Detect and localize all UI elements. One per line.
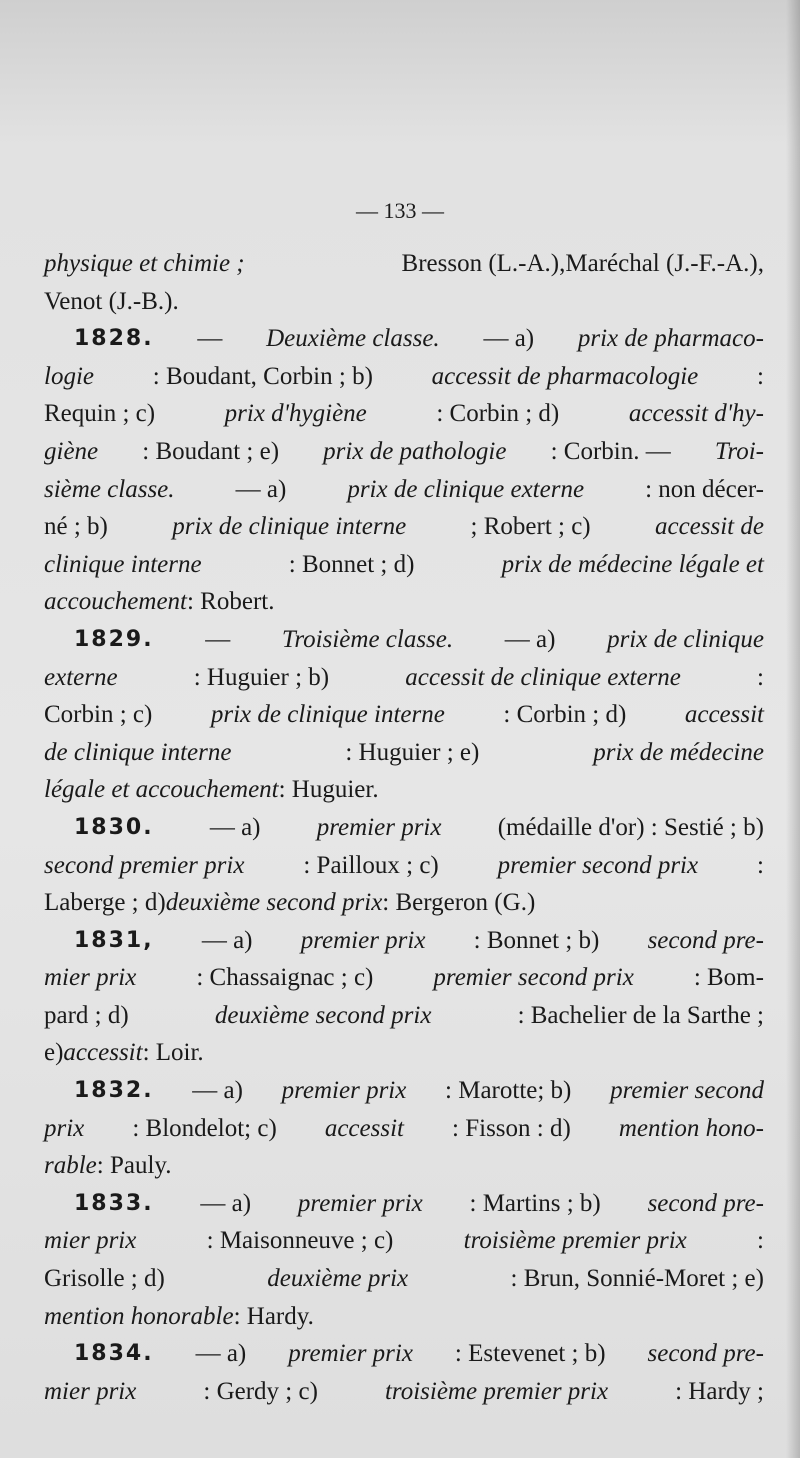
text-segment: : Huguier. [278,776,379,804]
italic-text: premier second [610,1077,764,1105]
italic-text: mention honorable [44,1302,234,1330]
italic-text: mier prix [44,1227,137,1255]
text-line [44,320,764,358]
text-segment: né ; b) [44,513,108,541]
italic-text: prix de clinique interne [210,701,445,729]
text-segment: — [197,325,223,353]
text-segment: ; Robert ; c) [470,513,591,541]
italic-text: premier prix [316,813,442,841]
text-segment: : Loir. [142,1039,204,1067]
text-segment: : Corbin ; d) [436,400,560,428]
italic-text: deuxième second prix [214,1001,432,1029]
text-line [44,283,764,321]
text-segment: : Bom- [693,964,764,992]
italic-text: accessit de [654,513,764,541]
text-segment: : Boudant ; e) [142,437,280,465]
text-line [44,1335,764,1373]
text-segment: : Maisonneuve ; c) [206,1227,394,1255]
italic-text: troisième premier prix [384,1377,609,1405]
year-heading: 1831, [74,927,154,953]
year-heading: 1832. [74,1078,154,1104]
text-segment: : [757,851,764,879]
italic-text: troisième premier prix [463,1227,687,1255]
text-line [44,959,764,997]
text-segment: : Estevenet ; b) [454,1340,606,1368]
text-segment: — [205,625,231,653]
text-line [44,1147,764,1185]
text-segment: : Hardy. [233,1302,314,1330]
text-line [44,583,764,621]
text-line [44,1072,764,1110]
text-segment: : Huguier ; e) [345,738,480,766]
text-segment: : Marotte; b) [445,1077,572,1105]
italic-text: deuxième second prix [165,889,383,917]
italic-text: premier second prix [433,964,634,992]
italic-text: accessit [63,1039,143,1067]
text-segment: Grisolle ; d) [44,1265,165,1293]
text-segment: — a) [200,1189,252,1217]
text-line [44,508,764,546]
text-segment: : Fisson : d) [452,1114,571,1142]
text-line [44,433,764,471]
text-line [44,1222,764,1260]
italic-text: mention hono- [618,1114,764,1142]
text-line [44,771,764,809]
text-line [44,1373,764,1411]
text-segment: Corbin ; c) [44,701,153,729]
text-segment: e) [44,1039,64,1067]
text-segment: : [757,663,764,691]
text-segment: : Huguier ; b) [193,663,330,691]
italic-text: Troi- [714,437,764,465]
text-line [44,809,764,847]
text-segment: — a) [483,325,535,353]
text-segment: : Blondelot; c) [132,1114,277,1142]
text-segment: Venot (J.-B.). [44,287,179,315]
italic-text: mier prix [44,964,137,992]
italic-text: physique et chimie ; [44,250,245,277]
text-segment: : Pailloux ; c) [303,851,439,879]
text-segment: : Martins ; b) [469,1189,601,1217]
text-line [44,734,764,772]
italic-text: prix de pathologie [323,437,507,465]
year-heading: 1833. [74,1190,154,1216]
year-heading: 1834. [74,1341,154,1367]
text-segment: pard ; d) [44,1001,129,1029]
text-line [44,1185,764,1223]
text-segment: — a) [201,926,253,954]
italic-text: prix de médecine légale et [501,550,764,578]
italic-text: second premier prix [44,851,245,879]
italic-text: premier prix [297,1189,423,1217]
italic-text: légale et accouchement [44,776,279,804]
italic-text: accessit [324,1114,404,1142]
italic-text: Deuxième classe. [266,325,440,353]
text-segment: : Pauly. [96,1152,172,1180]
italic-text: second pre- [647,1189,764,1217]
italic-text: premier prix [281,1077,407,1105]
text-line [44,847,764,885]
italic-text: deuxième prix [267,1265,409,1293]
italic-text: accessit d'hy- [628,400,764,428]
text-segment: : Robert. [186,588,275,616]
italic-text: rable [44,1152,97,1180]
text-line [44,1110,764,1148]
text-line [44,922,764,960]
text-segment: : [757,362,764,390]
text-segment: — a) [235,475,287,503]
text-segment: : [757,1227,764,1255]
italic-text: logie [44,362,94,390]
year-heading: 1829. [74,626,154,652]
italic-text: externe [44,663,118,691]
text-line [44,1034,764,1072]
text-segment: — a) [195,1340,247,1368]
italic-text: prix [44,1114,85,1142]
text-segment: Requin ; c) [44,400,156,428]
year-heading: 1828. [74,326,154,352]
text-segment: : Bergeron (G.) [382,889,536,917]
text-line [44,395,764,433]
text-line [44,471,764,509]
italic-text: clinique interne [44,550,202,578]
text-segment: : Brun, Sonnié-Moret ; e) [510,1265,764,1293]
text-line [44,884,764,922]
text-segment: : Hardy ; [675,1377,764,1405]
italic-text: sième classe. [44,475,175,503]
italic-text: premier prix [300,926,426,954]
text-segment: Laberge ; d) [44,889,166,917]
text-segment: : Boudant, Corbin ; b) [152,362,373,390]
text-line [44,245,764,283]
italic-text: prix de pharmaco- [577,325,764,353]
italic-text: premier second prix [497,851,699,879]
text-segment: : Chassaignac ; c) [196,964,374,992]
italic-text: premier prix [288,1340,413,1368]
text-line [44,621,764,659]
italic-text: mier prix [44,1377,137,1405]
italic-text: Troisième classe. [281,625,454,653]
italic-text: de clinique interne [44,738,232,766]
text-segment: : Bonnet ; b) [473,926,600,954]
italic-text: accessit [684,701,764,729]
text-segment: — a) [504,625,556,653]
italic-text: second pre- [647,1340,764,1368]
text-line [44,1298,764,1336]
italic-text: accessit de clinique externe [405,663,681,691]
text-segment: : non décer- [645,475,764,503]
italic-text: prix de clinique interne [172,513,407,541]
text-line [44,997,764,1035]
text-segment: : Bonnet ; d) [288,550,415,578]
italic-text: accessit de pharmacologie [431,362,699,390]
text-line [44,659,764,697]
text-segment: (médaille d'or) : Sestié ; b) [497,813,764,841]
italic-text: giène [44,437,99,465]
italic-text: prix de médecine [593,738,764,766]
text-segment: : Bachelier de la Sarthe ; [517,1001,764,1029]
text-segment: : Corbin. — [550,437,671,465]
text-segment: Bresson (L.-A.),Maréchal (J.-F.-A.), [401,250,764,277]
italic-text: prix de clinique externe [347,475,585,503]
document-body [44,245,764,1410]
text-line [44,1260,764,1298]
text-segment: : Corbin ; d) [503,701,627,729]
italic-text: accouchement [44,588,187,616]
text-line [44,696,764,734]
text-segment: — a) [209,813,261,841]
text-segment: : Gerdy ; c) [203,1377,318,1405]
text-segment: — a) [192,1077,243,1105]
text-line [44,358,764,396]
italic-text: second pre- [647,926,764,954]
page-number: — 133 — [356,198,444,223]
italic-text: prix d'hygiène [224,400,367,428]
year-heading: 1830. [74,814,154,840]
italic-text: prix de clinique [607,625,764,653]
text-line [44,546,764,584]
